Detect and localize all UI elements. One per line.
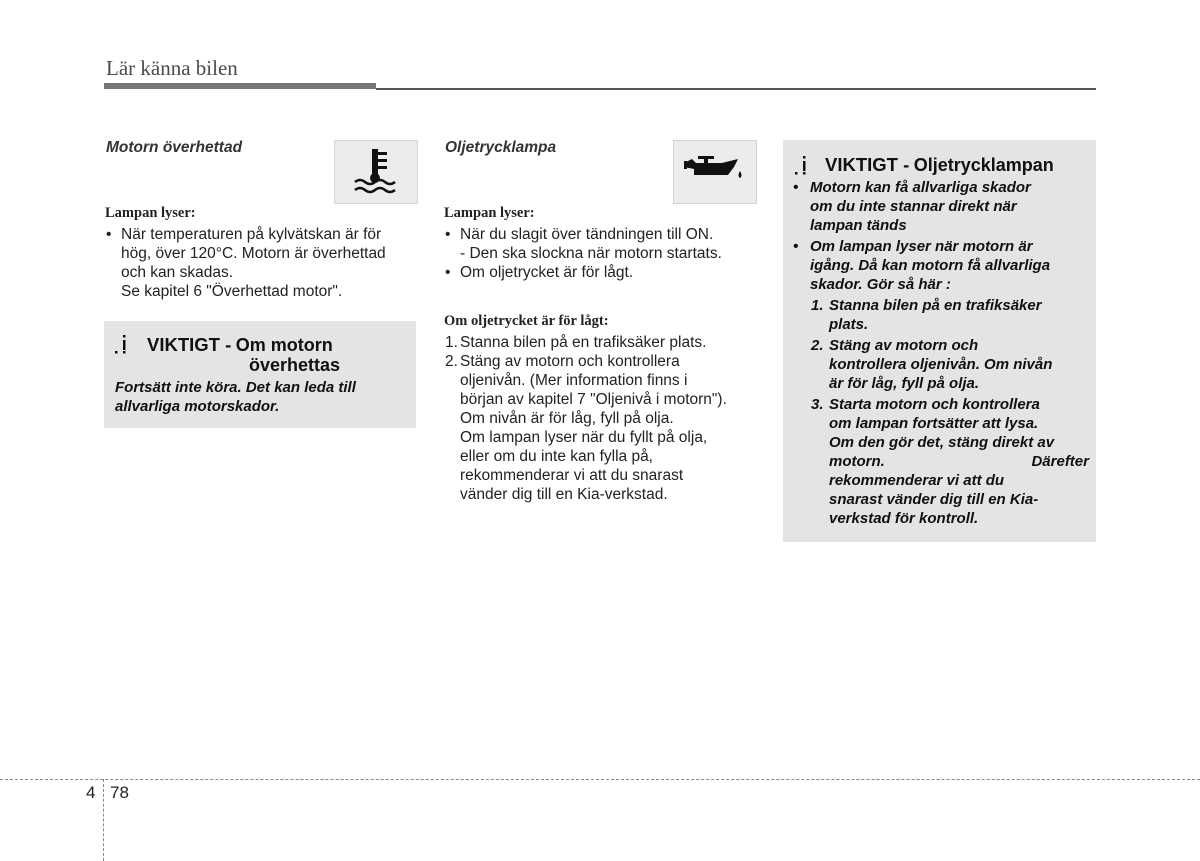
text-line: Om lampan lyser när du fyllt på olja, (460, 429, 708, 446)
bullet: • (445, 226, 451, 243)
text-line: Stäng av motorn och kontrollera (460, 353, 680, 370)
subhead-lamp-on-2: Lampan lyser: (444, 205, 535, 221)
text-line: När temperaturen på kylvätskan är för (121, 226, 382, 243)
text-line: rekommenderar vi att du snarast (460, 467, 684, 484)
text-line: plats. (829, 316, 869, 333)
note-overheat (104, 321, 416, 428)
step-number: 1. (811, 297, 824, 314)
text-line: Om nivån är för låg, fyll på olja. (460, 410, 674, 427)
text-line: skador. Gör så här : (810, 276, 951, 293)
section-title-engine-overheat: Motorn överhettad (106, 139, 243, 156)
text-line: Fortsätt inte köra. Det kan leda till (115, 379, 356, 396)
note-title: VIKTIGT - (825, 154, 910, 175)
text-line: om lampan fortsätter att lysa. (829, 415, 1039, 432)
text-line: snarast vänder dig till en Kia- (829, 491, 1039, 508)
text-line: När du slagit över tändningen till ON. (460, 226, 714, 243)
oil-lamp-bullets (445, 225, 757, 282)
header-rule-thick (104, 83, 376, 89)
text-line: Motorn kan få allvarliga skador (810, 179, 1031, 196)
text-line: motorn. Därefter (829, 453, 1089, 470)
text-line: verkstad för kontroll. (829, 510, 979, 527)
text-line: om du inte stannar direkt när (810, 198, 1017, 215)
text-line: Om den gör det, stäng direkt av (829, 434, 1055, 451)
text-line: och kan skadas. (121, 264, 234, 281)
text-line: Om oljetrycket är för lågt. (460, 264, 634, 281)
text-line: vänder dig till en Kia-verkstad. (460, 486, 668, 503)
subhead-lamp-on-1: Lampan lyser: (105, 205, 196, 221)
text-line: allvarliga motorskador. (115, 398, 280, 415)
oil-pressure-icon (673, 140, 757, 204)
oil-low-steps (445, 333, 757, 504)
step-number: 1. (445, 334, 458, 351)
step-number: 3. (811, 396, 824, 413)
text-line: Starta motorn och kontrollera (829, 396, 1040, 413)
text-line: lampan tänds (810, 217, 907, 234)
text-line: kontrollera oljenivån. Om nivån (829, 356, 1053, 373)
section-title-oil-pressure: Oljetrycklampa (445, 139, 557, 156)
text-line: Stäng av motorn och (829, 337, 979, 354)
text-line: igång. Då kan motorn få allvarliga (810, 257, 1051, 274)
step-number: 2. (811, 337, 824, 354)
warning-icon (113, 333, 129, 362)
note-text (115, 378, 411, 416)
footer-vertical-divider (103, 779, 104, 861)
note-subtitle: Om motorn (235, 335, 333, 355)
note-subtitle: Oljetrycklampan (913, 155, 1054, 175)
text-line: Se kapitel 6 "Överhettad motor". (121, 283, 343, 300)
header-rule-thin (376, 88, 1096, 90)
page-number: 78 (110, 783, 129, 802)
text-line: början av kapitel 7 "Oljenivå i motorn"). (460, 391, 727, 408)
subhead-oil-low: Om oljetrycket är för lågt: (444, 313, 609, 329)
note-oil-pressure (783, 140, 1096, 542)
text-line: eller om du inte kan fylla på, (460, 448, 653, 465)
bullet: • (106, 226, 112, 243)
text-line: Stanna bilen på en trafiksäker (829, 297, 1042, 314)
text-line: är för låg, fyll på olja. (829, 375, 980, 392)
bullet: • (793, 238, 799, 255)
text-line: oljenivån. (Mer information finns i (460, 372, 688, 389)
text-line: Om lampan lyser när motorn är (810, 238, 1033, 255)
footer-divider (0, 779, 1200, 780)
chapter-number: 4 (86, 783, 96, 802)
step-number: 2. (445, 353, 458, 370)
engine-temperature-icon (334, 140, 418, 204)
bullet: • (445, 264, 451, 281)
bullet: • (793, 179, 799, 196)
text-line: - Den ska slockna när motorn startats. (460, 245, 722, 262)
text-line: hög, över 120°C. Motorn är överhettad (121, 245, 386, 262)
page-header: Lär känna bilen (106, 56, 238, 80)
note-body (793, 178, 1089, 528)
text-line: rekommenderar vi att du (829, 472, 1005, 489)
note-title: VIKTIGT - (147, 334, 232, 355)
overheat-description (106, 225, 418, 301)
note-subtitle-2: överhettas (249, 355, 341, 375)
text-line: Stanna bilen på en trafiksäker plats. (460, 334, 707, 351)
